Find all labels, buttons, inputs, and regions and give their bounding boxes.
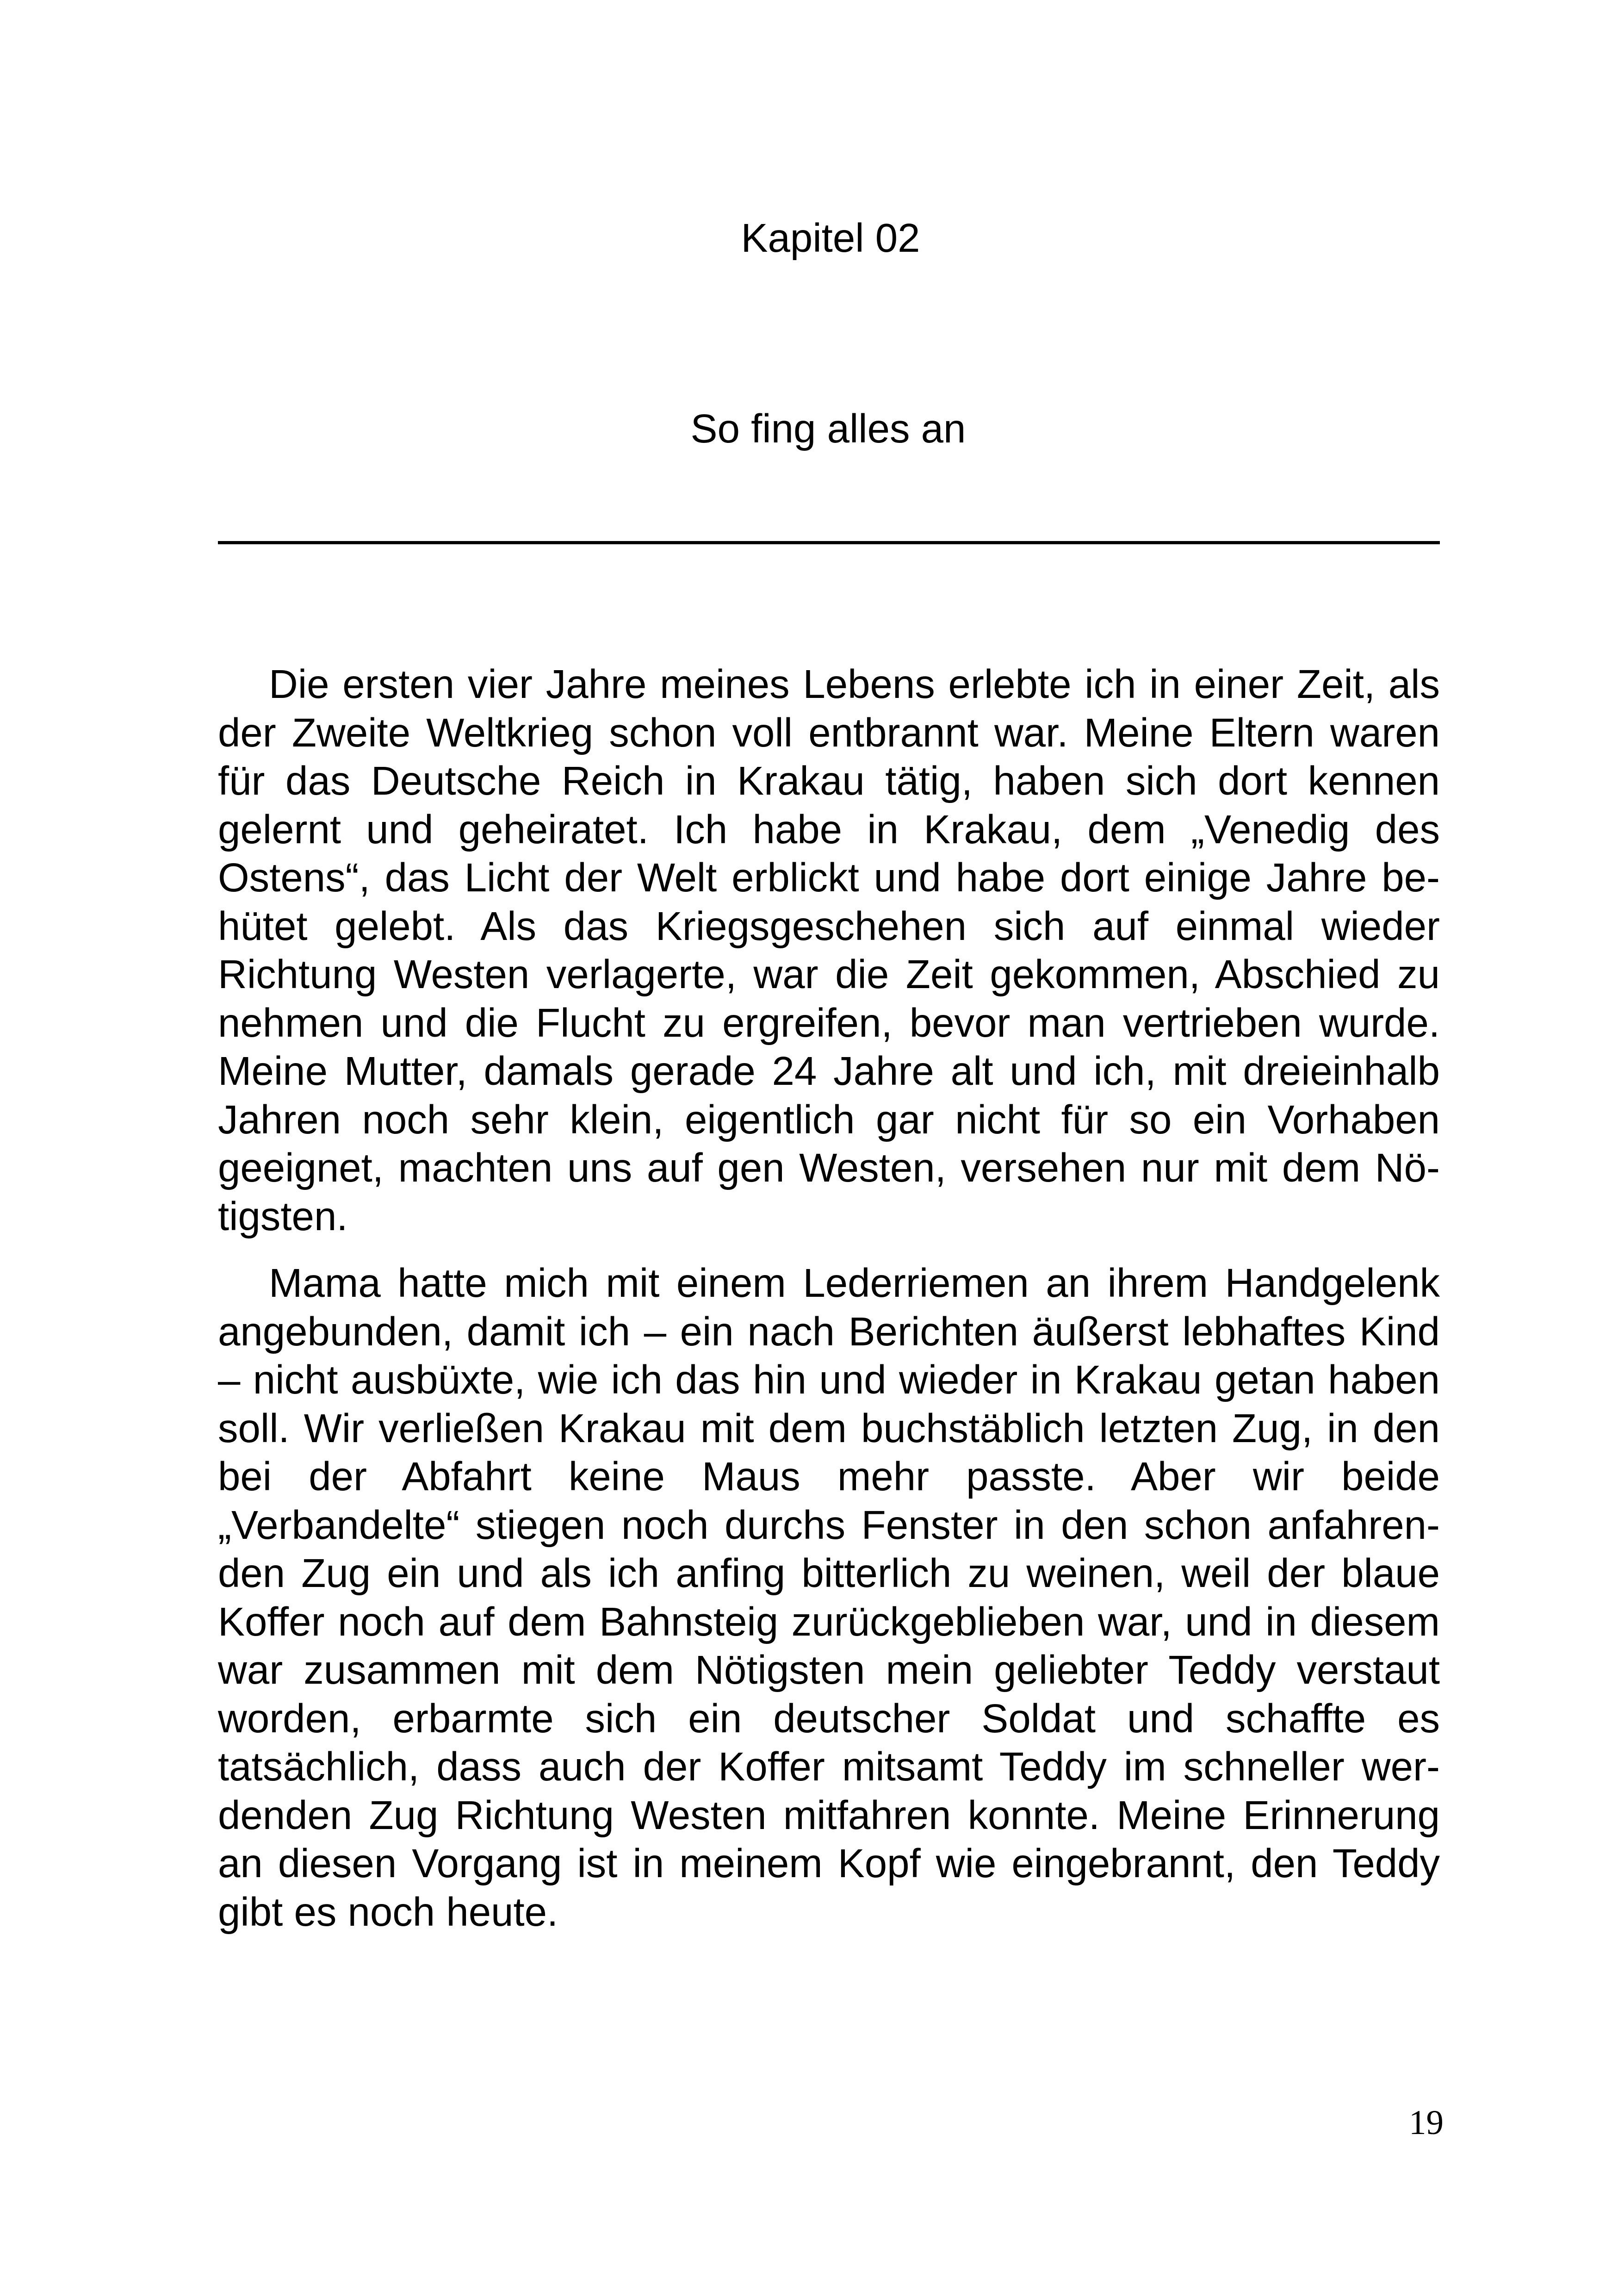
title-divider [218, 541, 1440, 544]
page-number: 19 [1409, 2103, 1444, 2142]
paragraph: Mama hatte mich mit einem Lederriemen an ihrem Handgelenk angebunden, damit ich – ein nach Berichten äußerst lebhaftes Kind – nicht ausbüxte, wie ich das hin und wieder in Krakau getan haben soll. Wir verließen Krakau mit dem buchstäblich letzten Zug, in den bei der Abfahrt keine Maus mehr passte. Aber wir beide „Verbandelte“ stiegen noch durchs Fenster in den schon anfahrenden Zug ein und als ich anfing bitterlich zu weinen, weil der blaue Koffer noch auf dem Bahnsteig zurückgeblieben war, und in diesem war zusammen mit dem Nötigsten mein geliebter Teddy verstaut worden, erbarmte sich ein deutscher Soldat und schaffte es tatsächlich, dass auch der Koffer mitsamt Teddy im schneller werdenden Zug Richtung Westen mitfahren konnte. Meine Erinnerung an diesen Vorgang ist in meinem Kopf wie eingebrannt, den Teddy gibt es noch heute. [218, 1261, 1440, 1935]
body-text [218, 660, 1440, 1936]
chapter-title: So fing alles an [690, 406, 966, 451]
chapter-label: Kapitel 02 [741, 216, 920, 261]
paragraph: Die ersten vier Jahre meines Lebens erlebte ich in einer Zeit, als der Zweite Weltkrieg schon voll entbrannt war. Meine Eltern waren für das Deutsche Reich in Krakau tätig, haben sich dort kennen gelernt und geheiratet. Ich habe in Krakau, dem „Venedig des Ostens“, das Licht der Welt erblickt und habe dort einige Jahre behütet gelebt. Als das Kriegsgeschehen sich auf einmal wieder Richtung Westen verlagerte, war die Zeit gekommen, Abschied zu nehmen und die Flucht zu ergreifen, bevor man vertrieben wurde. Meine Mutter, damals gerade 24 Jahre alt und ich, mit dreieinhalb Jahren noch sehr klein, eigentlich gar nicht für so ein Vorhaben geeignet, machten uns auf gen Westen, versehen nur mit dem Nötigsten. [218, 662, 1440, 1239]
